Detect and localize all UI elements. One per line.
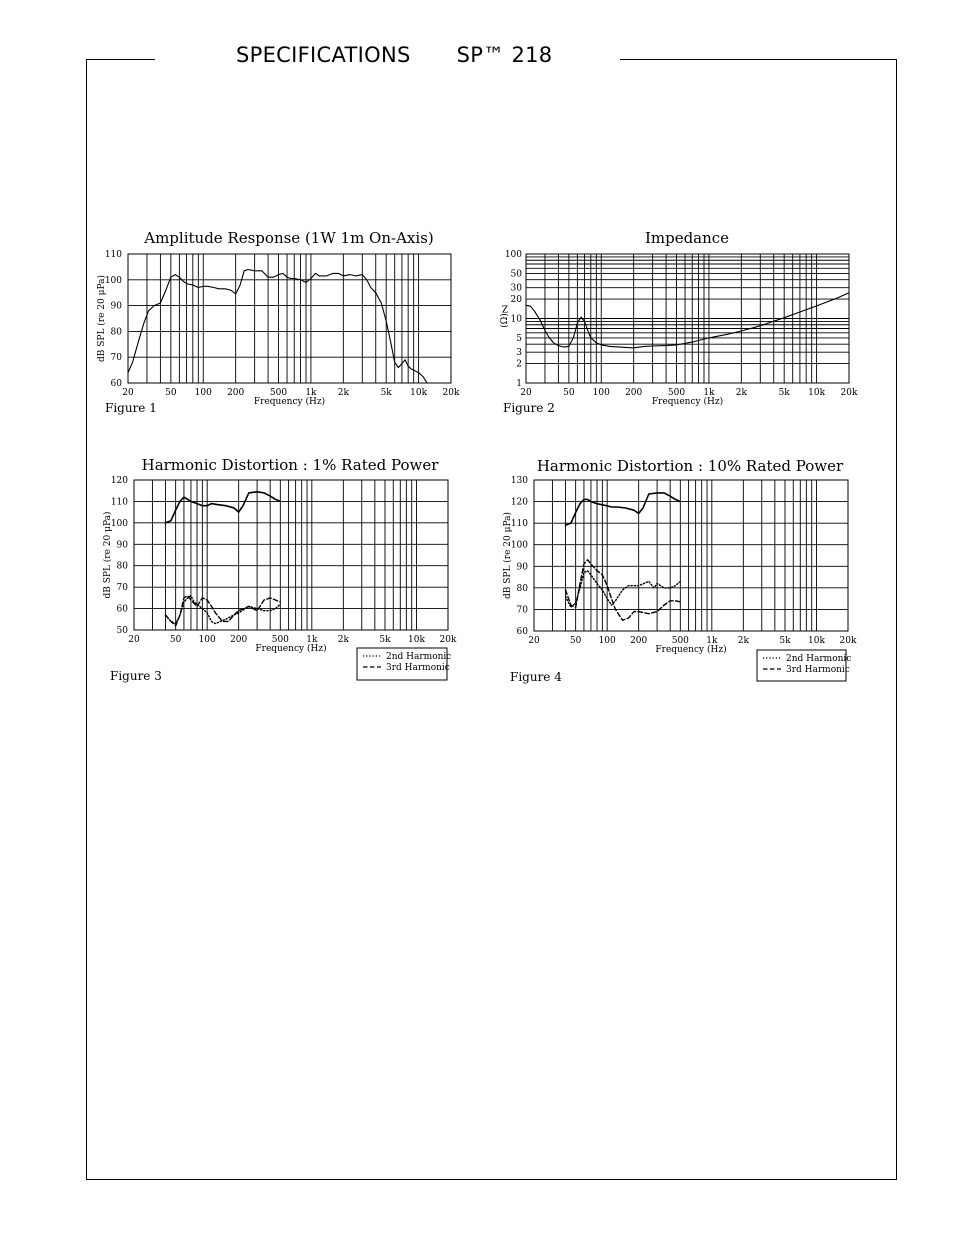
fig4-xtick-label: 20k (839, 636, 857, 646)
fig1-ytick-label: 60 (110, 379, 122, 389)
fig4-ylabel: dB SPL (re 20 μPa) (503, 512, 513, 599)
fig3-title: Harmonic Distortion : 1% Rated Power (141, 456, 439, 474)
fig4-figure-label: Figure 4 (510, 670, 562, 684)
fig3-plot-frame (134, 480, 448, 630)
fig4-xtick-label: 20 (528, 636, 540, 646)
fig2-ytick-label: 20 (510, 295, 522, 306)
fig4-series-line-2nd-harmonic (566, 571, 681, 608)
fig2-xtick-label: 1k (703, 388, 715, 398)
fig4-xtick-label: 5k (779, 636, 791, 646)
fig4-xtick-label: 500 (671, 636, 689, 646)
fig1-xtick-label: 10k (410, 388, 428, 398)
fig3-legend-label: 2nd Harmonic (386, 652, 452, 662)
fig1-xtick-label: 200 (227, 388, 245, 398)
fig4-ytick-label: 60 (516, 627, 528, 637)
model-name: SP™ 218 (456, 43, 553, 67)
fig1-ytick-label: 70 (110, 353, 122, 364)
fig3-ytick-label: 50 (116, 626, 128, 636)
fig1-xtick-label: 500 (269, 388, 288, 398)
fig3-xtick-label: 50 (169, 635, 182, 645)
fig1-xtick-label: 1k (305, 388, 317, 398)
fig4-xtick-label: 10k (808, 636, 825, 646)
fig3-xtick-label: 2k (337, 635, 349, 645)
fig2-series-line-0 (526, 293, 849, 348)
fig3-series-line-2nd-harmonic (166, 596, 281, 624)
fig4-ytick-label: 80 (516, 583, 528, 594)
fig4-ytick-label: 90 (516, 562, 528, 573)
fig1-xtick-label: 100 (194, 388, 212, 398)
fig1-ylabel: dB SPL (re 20 μPa) (97, 275, 107, 362)
fig2-xtick-label: 20k (840, 388, 858, 398)
fig3-xtick-label: 100 (198, 635, 216, 645)
fig3-xtick-label: 500 (271, 635, 289, 645)
fig3-legend (357, 648, 451, 680)
fig4-title: Harmonic Distortion : 10% Rated Power (536, 457, 844, 475)
fig4-xtick-label: 100 (598, 636, 616, 646)
fig2-xlabel: Frequency (Hz) (651, 397, 724, 407)
fig2-ytick-label: 1 (516, 379, 522, 389)
fig2-figure-label: Figure 2 (503, 401, 555, 415)
fig3-figure-label: Figure 3 (110, 669, 162, 683)
fig1-xtick-label: 20k (442, 388, 460, 398)
fig2-ytick-label: 10 (510, 314, 522, 325)
fig3-ytick-label: 100 (110, 518, 128, 529)
fig4-ytick-label: 70 (516, 605, 528, 616)
fig4-legend-label: 3rd Harmonic (786, 665, 850, 675)
fig2-chart (499, 229, 858, 415)
fig2-xtick-label: 20 (520, 388, 532, 398)
fig2-ytick-label: 2 (516, 359, 522, 370)
fig4-legend (757, 650, 851, 681)
fig3-ytick-label: 60 (116, 604, 128, 615)
fig3-ytick-label: 80 (116, 561, 128, 572)
fig1-xtick-label: 5k (380, 388, 392, 398)
fig3-xlabel: Frequency (Hz) (255, 644, 327, 654)
fig2-xtick-label: 500 (667, 388, 686, 398)
fig3-chart (102, 456, 457, 683)
fig4-xtick-label: 200 (630, 636, 648, 646)
fig1-xtick-label: 2k (337, 388, 349, 398)
fig4-xtick-label: 50 (569, 636, 582, 646)
fig4-xlabel: Frequency (Hz) (655, 645, 727, 655)
fig3-xtick-label: 200 (230, 635, 248, 645)
fig2-xtick-label: 100 (592, 388, 610, 398)
fig2-xtick-label: 2k (735, 388, 747, 398)
fig1-xtick-label: 50 (165, 388, 177, 398)
fig4-chart (502, 457, 857, 684)
fig2-xtick-label: 5k (778, 388, 790, 398)
fig2-ytick-label: 50 (510, 269, 522, 280)
fig2-ytick-label: 30 (510, 283, 522, 294)
fig1-title: Amplitude Response (1W 1m On-Axis) (144, 229, 434, 247)
fig4-ytick-label: 120 (510, 497, 528, 508)
fig4-xtick-label: 1k (706, 636, 718, 646)
fig4-ytick-label: 100 (510, 540, 528, 551)
fig4-xtick-label: 2k (737, 636, 749, 646)
fig3-xtick-label: 20k (439, 635, 457, 645)
fig3-xtick-label: 5k (379, 635, 391, 645)
fig4-ytick-label: 110 (510, 519, 528, 530)
fig3-ytick-label: 90 (116, 540, 128, 551)
fig2-xtick-label: 50 (563, 388, 575, 398)
page-title: SPECIFICATIONS (236, 43, 411, 67)
fig4-legend-label: 2nd Harmonic (786, 654, 852, 664)
fig1-ytick-label: 80 (110, 327, 122, 338)
fig2-ytick-label: 100 (504, 250, 522, 260)
fig3-legend-label: 3rd Harmonic (386, 663, 450, 673)
fig4-ytick-label: 130 (510, 476, 528, 486)
fig3-series-line-fundamental (166, 492, 281, 523)
fig2-ylabel: Z (501, 305, 509, 316)
fig1-ytick-label: 110 (104, 250, 122, 260)
fig3-ytick-label: 120 (110, 476, 128, 486)
fig2-xtick-label: 200 (625, 388, 643, 398)
fig1-xlabel: Frequency (Hz) (253, 397, 326, 407)
fig2-ylabel-unit: (Ω) (500, 313, 510, 328)
fig3-ytick-label: 110 (110, 497, 128, 508)
fig2-title: Impedance (644, 229, 730, 247)
fig1-ytick-label: 90 (110, 301, 122, 312)
fig4-series-line-fundamental (566, 493, 681, 525)
fig3-xtick-label: 1k (306, 635, 318, 645)
fig3-xtick-label: 20 (128, 635, 140, 645)
fig1-xtick-label: 20 (122, 388, 134, 398)
fig2-ytick-label: 3 (516, 348, 522, 359)
fig1-series-line-0 (128, 270, 427, 384)
fig3-ylabel: dB SPL (re 20 μPa) (103, 511, 113, 599)
fig2-ytick-label: 5 (516, 333, 522, 344)
fig3-ytick-label: 70 (116, 583, 128, 594)
fig2-xtick-label: 10k (808, 388, 826, 398)
fig1-figure-label: Figure 1 (105, 401, 157, 415)
fig3-xtick-label: 10k (408, 635, 425, 645)
fig1-ytick-label: 100 (104, 275, 122, 286)
fig1-chart (96, 229, 460, 415)
